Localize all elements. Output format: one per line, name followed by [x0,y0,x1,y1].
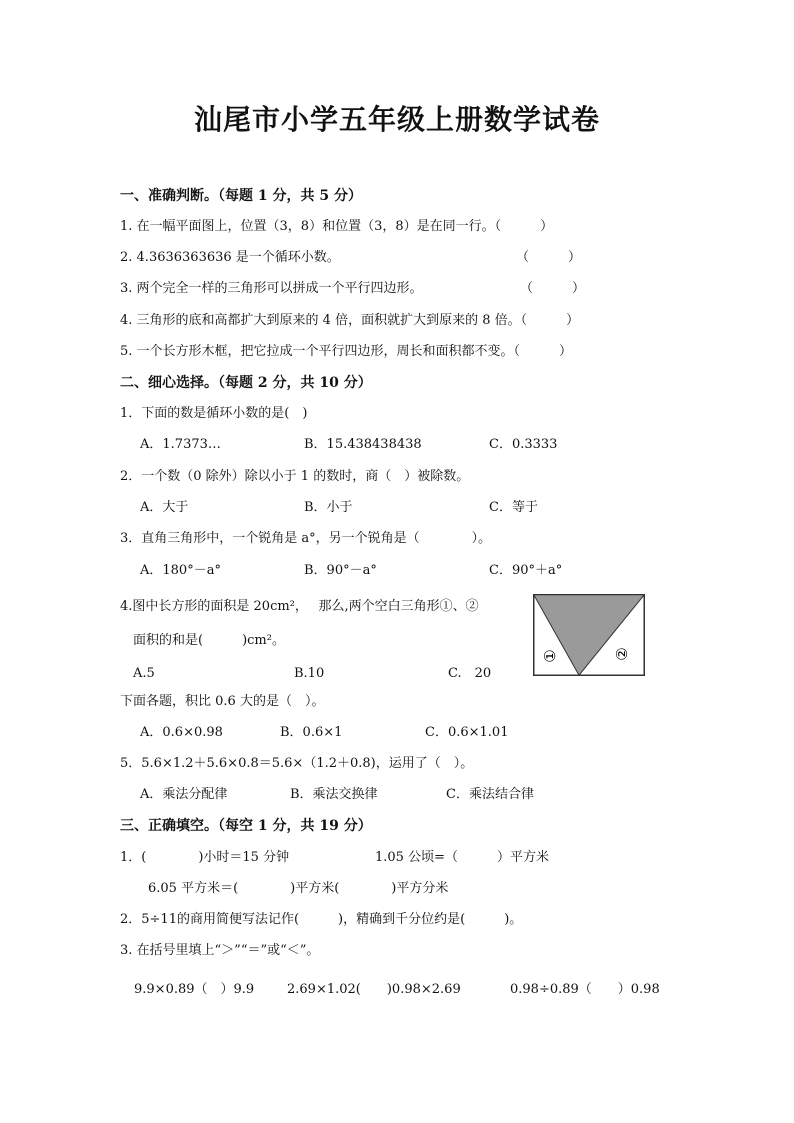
choice-q2-option-a[interactable]: A．大于 [140,500,189,515]
choice-q1-option-b[interactable]: B．15.438438438 [304,437,422,452]
choice-q4b-option-a[interactable]: A．0.6×0.98 [140,725,223,740]
choice-q1-option-a[interactable]: A．1.7373… [140,437,221,452]
choice-q4-stem-cont: 面积的和是( )cm²。 [133,633,285,648]
section3-heading: 三、正确填空。（每空 1 分，共 19 分） [120,818,372,834]
choice-q2-option-b[interactable]: B．小于 [304,500,353,515]
choice-q4-option-b[interactable]: B.10 [294,666,325,681]
choice-q5-option-a[interactable]: A．乘法分配律 [140,787,228,802]
judge-item-2: 2. 4.3636363636 是一个循环小数。 [120,250,340,265]
fill-q2: 2．5÷11的商用简便写法记作( )，精确到千分位约是( )。 [120,912,523,927]
compare-item-1: 9.9×0.89（ ）9.9 [134,982,255,997]
triangle-label-1: ① [541,649,559,663]
choice-q1-option-c[interactable]: C．0.3333 [489,437,558,452]
choice-q3-option-a[interactable]: A．180°－a° [140,563,221,578]
choice-q3-option-c[interactable]: C．90°＋a° [489,563,563,578]
choice-q3-option-b[interactable]: B．90°－a° [304,563,377,578]
fill-q3: 3. 在括号里填上“＞”“＝”或“＜”。 [120,943,320,958]
choice-q5-option-c[interactable]: C．乘法结合律 [446,787,534,802]
fill-q1-part2: 1.05 公顷=（ ）平方米 [375,850,549,865]
choice-q4b-option-b[interactable]: B．0.6×1 [280,725,343,740]
choice-q4-stem: 4.图中长方形的面积是 20cm²， 那么,两个空白三角形①、② [120,599,479,614]
section1-heading: 一、准确判断。（每题 1 分，共 5 分） [120,188,362,204]
choice-q4-option-c[interactable]: C. 20 [448,666,492,681]
fill-q1-part3: 6.05 平方米＝( )平方米( )平方分米 [148,881,449,896]
choice-q4b-stem: 下面各题，积比 0.6 大的是（ ）。 [120,694,325,709]
page-title: 汕尾市小学五年级上册数学试卷 [193,103,600,136]
rectangle-triangle-figure [533,594,645,676]
compare-item-2: 2.69×1.02( )0.98×2.69 [287,982,461,997]
choice-q2-stem: 2．一个数（0 除外）除以小于 1 的数时，商（ ）被除数。 [120,469,470,484]
judge-blank-3[interactable]: （ ） [520,281,586,296]
triangle-label-2: ② [613,647,631,661]
choice-q2-option-c[interactable]: C．等于 [489,500,538,515]
compare-item-3: 0.98÷0.89（ ）0.98 [510,982,660,997]
fill-q1-part1: 1．( )小时＝15 分钟 [120,850,290,865]
judge-blank-2[interactable]: （ ） [516,250,582,265]
judge-item-1: 1. 在一幅平面图上，位置（3，8）和位置（3，8）是在同一行。（ ） [120,219,554,234]
choice-q3-stem: 3．直角三角形中，一个锐角是 a°，另一个锐角是（ ）。 [120,531,492,546]
judge-item-5: 5. 一个长方形木框，把它拉成一个平行四边形，周长和面积都不变。（ ） [120,344,573,359]
choice-q4-option-a[interactable]: A.5 [133,666,155,681]
choice-q1-stem: 1．下面的数是循环小数的是( ) [120,406,308,421]
judge-item-4: 4. 三角形的底和高都扩大到原来的 4 倍，面积就扩大到原来的 8 倍。（ ） [120,313,580,328]
judge-item-3: 3. 两个完全一样的三角形可以拼成一个平行四边形。 [120,281,423,296]
section2-heading: 二、细心选择。（每题 2 分，共 10 分） [120,375,372,391]
choice-q5-option-b[interactable]: B．乘法交换律 [290,787,378,802]
choice-q5-stem: 5．5.6×1.2＋5.6×0.8＝5.6×（1.2＋0.8)，运用了（ ）。 [120,756,474,771]
choice-q4b-option-c[interactable]: C．0.6×1.01 [425,725,509,740]
